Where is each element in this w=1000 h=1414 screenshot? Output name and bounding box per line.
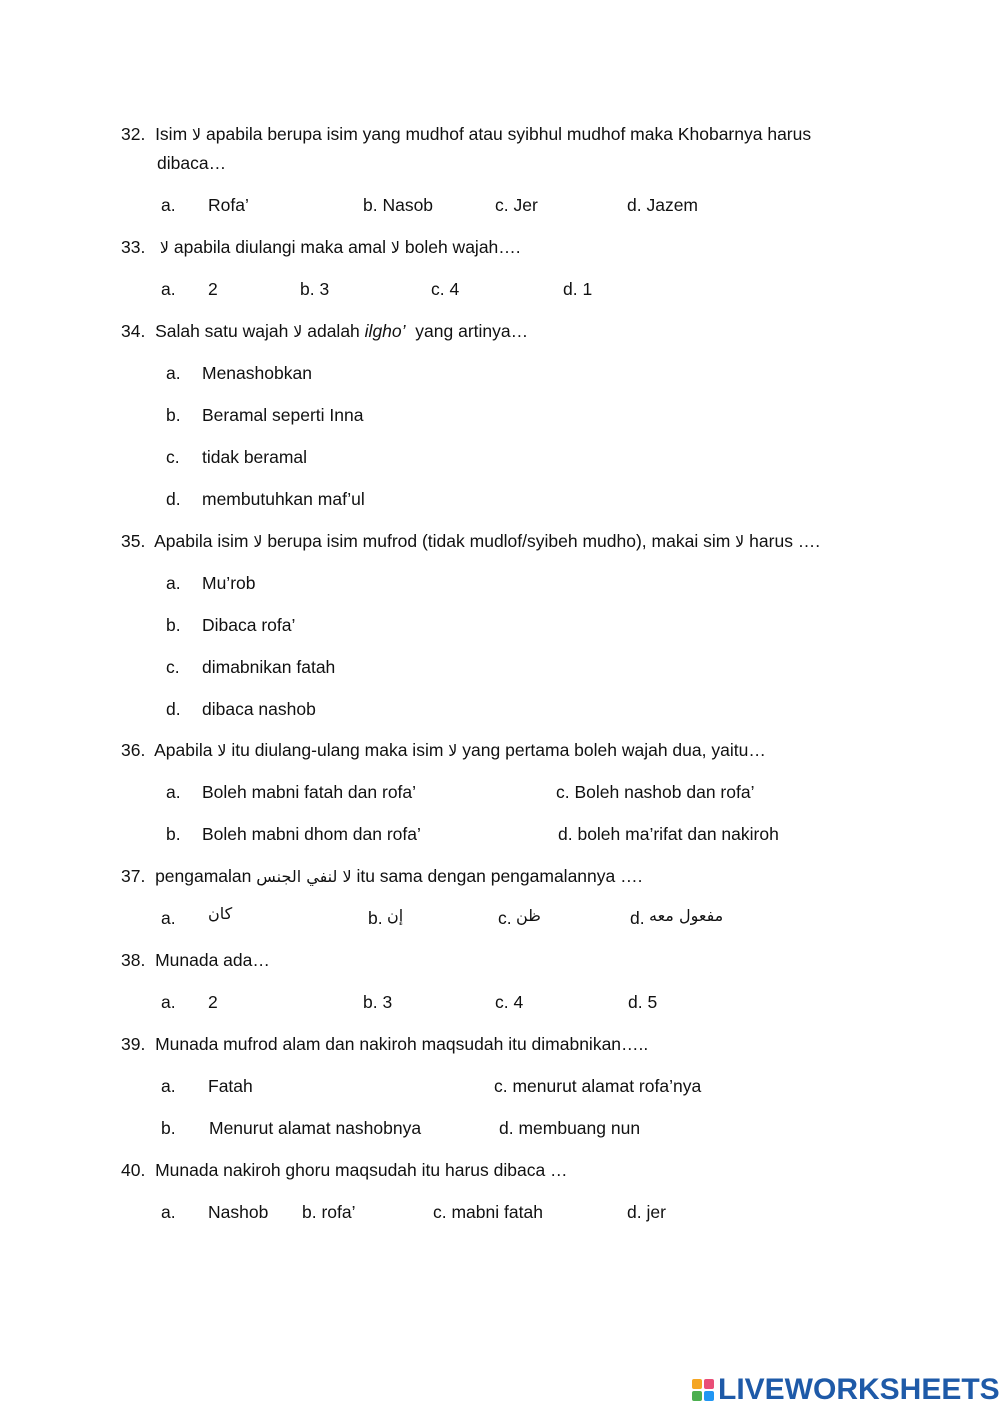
- option-c: c. 4: [495, 992, 524, 1012]
- option-c-letter: c.: [166, 447, 180, 467]
- option-a-letter: a.: [166, 782, 181, 802]
- arabic-la: لا: [217, 741, 227, 760]
- question-34-text: [121, 320, 528, 343]
- logo-text: LIVEWORKSHEETS: [718, 1373, 1000, 1406]
- question-37-text: [121, 865, 642, 888]
- option-a-letter: a.: [161, 1202, 176, 1222]
- option-a-letter: a.: [161, 195, 176, 215]
- question-text: Munada nakiroh ghoru maqsudah itu harus dibaca …: [155, 1160, 568, 1180]
- question-text: harus ….: [749, 531, 821, 551]
- question-text: Apabila isim: [154, 531, 249, 551]
- option-c: c. mabni fatah: [433, 1202, 543, 1222]
- logo-square: [704, 1391, 714, 1401]
- italic-term: ilgho’: [364, 321, 406, 341]
- question-number: 39.: [121, 1034, 146, 1054]
- question-text: Apabila: [154, 740, 213, 760]
- option-a-letter: a.: [166, 573, 181, 593]
- option-d-arabic: مفعول معه: [649, 906, 724, 925]
- question-text: itu sama dengan pengamalannya ….: [356, 866, 643, 886]
- question-text: Isim: [155, 124, 188, 144]
- option-c-text: tidak beramal: [202, 447, 308, 467]
- question-text: boleh wajah….: [404, 237, 521, 257]
- question-text: Munada ada…: [155, 950, 270, 970]
- question-text: Munada mufrod alam dan nakiroh maqsudah itu dimabnikan…..: [155, 1034, 649, 1054]
- option-b-letter: b.: [166, 824, 181, 844]
- option-b-letter: b.: [161, 1118, 176, 1138]
- question-text: apabila diulangi maka amal: [173, 237, 386, 257]
- option-d-letter: d.: [166, 489, 181, 509]
- option-c-letter: c.: [166, 657, 180, 677]
- option-d: d. 1: [563, 279, 593, 299]
- logo-square: [692, 1391, 702, 1401]
- option-b: b. 3: [300, 279, 330, 299]
- question-text: apabila berupa isim yang mudhof atau syibhul mudhof maka Khobarnya harus: [206, 124, 812, 144]
- question-number: 36.: [121, 740, 146, 760]
- option-a-text: Fatah: [208, 1076, 253, 1096]
- option-a-text: Menashobkan: [202, 363, 312, 383]
- option-a-letter: a.: [161, 992, 176, 1012]
- question-40-text: [121, 1159, 568, 1181]
- question-39-text: [121, 1033, 648, 1055]
- liveworksheets-logo[interactable]: [692, 1372, 1000, 1408]
- option-b-text: Dibaca rofa’: [202, 615, 296, 635]
- question-text: berupa isim mufrod (tidak mudlof/syibeh mudho), makai sim: [267, 531, 731, 551]
- option-a-letter: a.: [161, 1076, 176, 1096]
- option-a-text: 2: [208, 992, 218, 1012]
- arabic-phrase: لا لنفي الجنس: [256, 867, 352, 886]
- option-a-text: 2: [208, 279, 218, 299]
- question-number: 34.: [121, 321, 146, 341]
- option-b-text: Boleh mabni dhom dan rofa’: [202, 824, 421, 844]
- option-d: d. 5: [628, 992, 658, 1012]
- option-d-text: membutuhkan maf’ul: [202, 489, 365, 509]
- logo-square: [704, 1379, 714, 1389]
- question-text: yang pertama boleh wajah dua, yaitu…: [462, 740, 766, 760]
- question-32-continuation: dibaca…: [157, 153, 227, 173]
- option-b: b. 3: [363, 992, 393, 1012]
- question-number: 33.: [121, 237, 146, 257]
- option-a-text: Rofa’: [208, 195, 249, 215]
- question-text: itu diulang-ulang maka isim: [231, 740, 444, 760]
- question-text: pengamalan: [155, 866, 252, 886]
- option-c: c. Boleh nashob dan rofa’: [556, 782, 755, 802]
- option-c: c. 4: [431, 279, 460, 299]
- question-number: 32.: [121, 124, 146, 144]
- question-32-text: [121, 123, 811, 146]
- arabic-la: لا: [390, 238, 400, 257]
- question-35-text: [121, 530, 820, 553]
- option-b: b. rofa’: [302, 1202, 356, 1222]
- option-d-text: dibaca nashob: [202, 699, 316, 719]
- arabic-la: لا: [159, 238, 170, 257]
- option-d-letter: d.: [166, 699, 181, 719]
- option-d-letter: d.: [630, 908, 645, 928]
- option-c-letter: c.: [498, 908, 512, 928]
- question-text: yang artinya…: [415, 321, 529, 341]
- option-a-arabic: كان: [208, 904, 233, 923]
- arabic-la: لا: [448, 741, 458, 760]
- option-a-text: Nashob: [208, 1202, 269, 1222]
- question-number: 38.: [121, 950, 146, 970]
- question-number: 35.: [121, 531, 146, 551]
- option-d: d. jer: [627, 1202, 666, 1222]
- option-d: d. Jazem: [627, 195, 698, 215]
- option-b-arabic: إن: [387, 906, 404, 925]
- question-33-text: [121, 236, 521, 259]
- arabic-la: لا: [253, 532, 263, 551]
- option-d: d. boleh ma’rifat dan nakiroh: [558, 824, 779, 844]
- question-number: 40.: [121, 1160, 146, 1180]
- question-text: Salah satu wajah: [155, 321, 289, 341]
- option-a-letter: a.: [161, 908, 176, 928]
- option-a-letter: a.: [161, 279, 176, 299]
- question-number: 37.: [121, 866, 146, 886]
- logo-square: [692, 1379, 702, 1389]
- arabic-la: لا: [735, 532, 745, 551]
- option-b-letter: b.: [166, 405, 181, 425]
- option-d: d. membuang nun: [499, 1118, 641, 1138]
- arabic-la: لا: [192, 125, 202, 144]
- question-text: adalah: [307, 321, 360, 341]
- option-b-text: Beramal seperti Inna: [202, 405, 364, 425]
- option-c-arabic: ظن: [516, 906, 541, 925]
- arabic-la: لا: [293, 322, 303, 341]
- option-b-letter: b.: [166, 615, 181, 635]
- logo-icon: [692, 1379, 714, 1401]
- option-c: c. Jer: [495, 195, 538, 215]
- option-a-letter: a.: [166, 363, 181, 383]
- option-b-text: Menurut alamat nashobnya: [209, 1118, 422, 1138]
- option-c: c. menurut alamat rofa’nya: [494, 1076, 702, 1096]
- question-38-text: [121, 949, 270, 971]
- question-36-text: [121, 739, 766, 762]
- option-b-letter: b.: [368, 908, 383, 928]
- option-a-text: Boleh mabni fatah dan rofa’: [202, 782, 417, 802]
- option-c-text: dimabnikan fatah: [202, 657, 336, 677]
- option-b: b. Nasob: [363, 195, 434, 215]
- option-a-text: Mu’rob: [202, 573, 256, 593]
